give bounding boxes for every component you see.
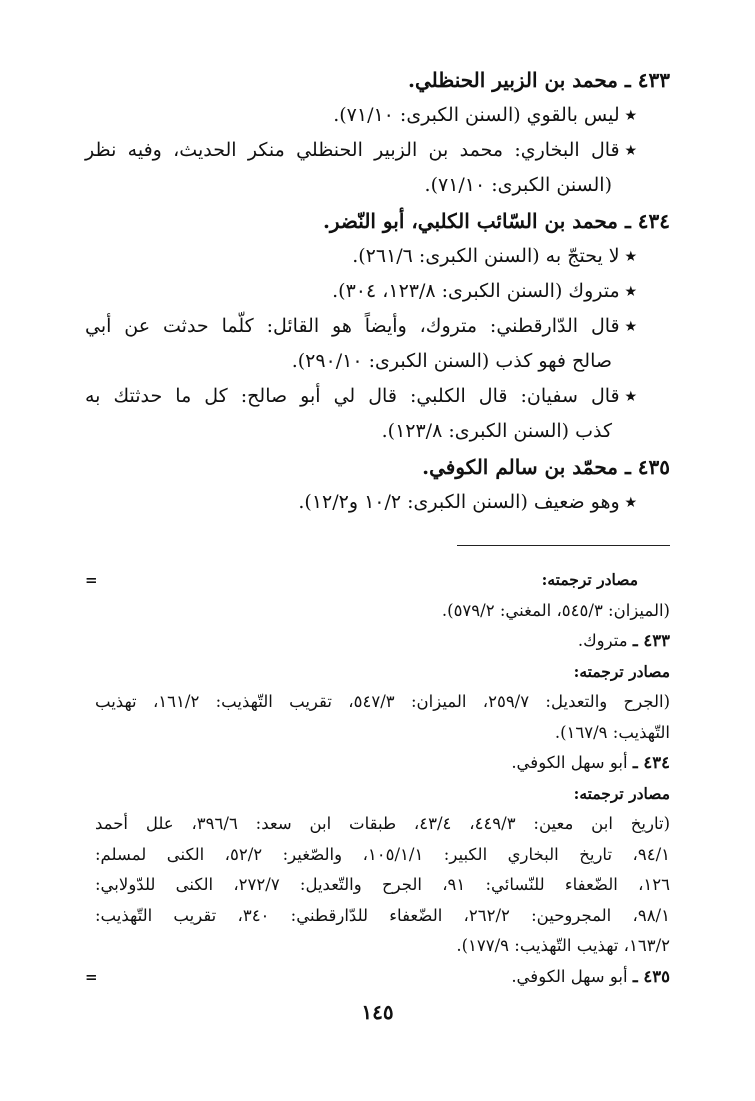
bullet-star-icon: ٭ xyxy=(625,104,636,126)
sources-label: مصادر ترجمته: xyxy=(573,783,670,803)
continuation-mark: = xyxy=(85,967,98,986)
entry-title: ٤٣٣ ـ محمد بن الزبير الحنظلي. xyxy=(408,68,670,92)
entry-line xyxy=(85,344,670,379)
footnote-line: ١٢٦، الضّعفاء للنّسائي: ٩١، الجرح والتّعديل: ٢٧٢/٧، الكنى للدّولابي: xyxy=(95,875,670,894)
footnote-line: (الميزان: ٥٤٥/٣، المغني: ٥٧٩/٢). xyxy=(441,600,670,620)
footnote-line: (الجرح والتعديل: ٢٥٩/٧، الميزان: ٥٤٧/٣، تقريب التّهذيب: ١٦١/٢، تهذيب xyxy=(95,692,671,711)
sources-label: مصادر ترجمته: xyxy=(573,661,670,681)
entry-line xyxy=(85,309,670,344)
footnote-divider xyxy=(457,545,670,546)
footnote-line: ٩٤/١، تاريخ البخاري الكبير: ١٠٥/١/١، والصّغير: ٥٢/٢، الكنى لمسلم: xyxy=(95,844,670,864)
entry-title: ٤٣٤ ـ محمد بن السّائب الكلبي، أبو النّضر. xyxy=(322,209,670,233)
entry-line xyxy=(85,239,670,274)
footnote-line xyxy=(85,962,670,993)
page-number: ١٤٥ xyxy=(361,1000,394,1024)
footnote-line xyxy=(95,626,670,657)
line-text: قال سفيان: قال الكلبي: قال لي أبو صالح: كل ما حدثتك به xyxy=(85,385,620,407)
entry-line xyxy=(85,485,670,520)
footnote-line: (تاريخ ابن معين: ٤٤٩/٣، ٤٣/٤، طبقات ابن سعد: ٣٩٦/٦، علل أحمد xyxy=(95,814,671,833)
entry-line xyxy=(85,379,670,414)
bullet-star-icon: ٭ xyxy=(625,385,636,407)
entry-title: ٤٣٥ ـ محمّد بن سالم الكوفي. xyxy=(422,455,670,479)
bullet-star-icon: ٭ xyxy=(625,315,636,337)
entry-line xyxy=(85,414,670,449)
line-text: قال الدّارقطني: متروك، وأيضاً هو القائل: كلّما حدثت عن أبي xyxy=(85,315,620,337)
footnote-number: ٤٣٣ ـ xyxy=(632,631,670,650)
line-text: صالح فهو كذب (السنن الكبرى: ٢٩٠/١٠). xyxy=(291,350,612,372)
line-text: قال البخاري: محمد بن الزبير الحنظلي منكر الحديث، وفيه نظر xyxy=(85,139,620,161)
footnote-number: ٤٣٤ ـ xyxy=(632,753,670,772)
footnote-line: ٩٨/١، المجروحين: ٢٦٢/٢، الضّعفاء للدّارقطني: ٣٤٠، تقريب التّهذيب: xyxy=(95,905,670,925)
entry-line xyxy=(85,168,670,203)
line-text: وهو ضعيف (السنن الكبرى: ١٠/٢ و١٢/٢). xyxy=(298,491,620,513)
footnote-line xyxy=(95,748,670,779)
footnote-text: متروك. xyxy=(577,631,628,650)
sources-label: مصادر ترجمته: xyxy=(541,570,638,589)
entry-line xyxy=(85,274,670,309)
footnotes xyxy=(85,565,671,992)
line-text: كذب (السنن الكبرى: ١٢٣/٨). xyxy=(381,420,612,442)
footnote-number: ٤٣٥ ـ xyxy=(632,966,670,986)
line-text: (السنن الكبرى: ٧١/١٠). xyxy=(424,174,612,196)
footnote-line: ١٦٣/٢، تهذيب التّهذيب: ١٧٧/٩). xyxy=(456,936,670,955)
line-text: متروك (السنن الكبرى: ١٢٣/٨، ٣٠٤). xyxy=(332,280,620,302)
bullet-star-icon: ٭ xyxy=(625,280,636,302)
continuation-mark: = xyxy=(85,571,98,589)
line-text: لا يحتجّ به (السنن الكبرى: ٢٦١/٦). xyxy=(352,245,620,267)
line-text: ليس بالقوي (السنن الكبرى: ٧١/١٠). xyxy=(333,104,620,126)
entry-line xyxy=(85,98,670,133)
footnote-line: التّهذيب: ١٦٧/٩). xyxy=(554,722,670,742)
footnote-text: أبو سهل الكوفي. xyxy=(511,753,628,772)
bullet-star-icon: ٭ xyxy=(625,139,636,161)
bullet-star-icon: ٭ xyxy=(625,491,636,513)
entry-line xyxy=(85,133,670,168)
footnote-line xyxy=(85,565,670,596)
main-text xyxy=(85,62,670,520)
bullet-star-icon: ٭ xyxy=(625,245,636,267)
footnote-text: أبو سهل الكوفي. xyxy=(511,966,628,986)
